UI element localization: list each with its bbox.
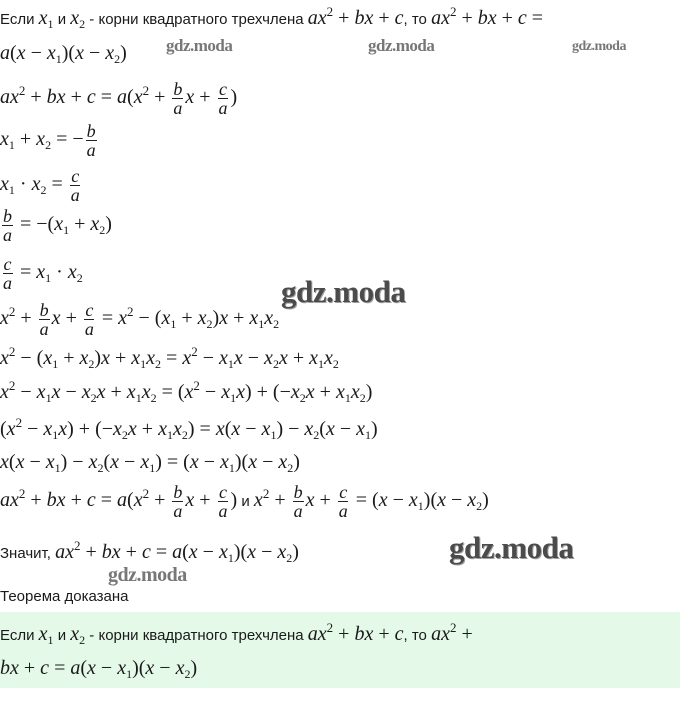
formula-expand: $ax^2$ + bx + $c = a(x^2$ + $\frac{b}{a}$ x + $\frac{c}{a}$ ) [0,79,238,118]
watermark-4: gdz.moda [281,274,406,309]
hl-text-c: - корни квадратного трехчлена [85,627,308,644]
formula-substitute: $x^2$ + $\frac{b}{a}$ x + $\frac{c}{a}$ = $x^2 - (x_1 + x_2)x + x_1x_2$ [0,300,280,339]
hl-text-a: Если [0,627,39,644]
intro-text-b: и [53,11,71,28]
intro-text-c: - корни квадратного трехчлена [85,11,308,28]
formula-trinomial-2: $ax^2$ + bx + c = [431,4,544,29]
formula-trinomial: $ax^2$ + bx + c [307,4,404,29]
conclusion-line [0,538,299,566]
formula-combined: $ax^2$ + bx + $c = a(x^2$ + $\frac{b}{a}$ x + $\frac{c}{a}$ ) и $x^2$ + $\frac{b}{a}$ x + $\frac{c}{a}$ = $(x - x_1)(x - x_2)$ [0,482,489,521]
highlight-line-1 [0,620,473,648]
watermark-6: gdz.moda [108,564,187,586]
conclusion-prefix: Значит, [0,545,56,562]
hl-x1: $x_1$ [38,623,54,647]
intro-text-d: , то [403,11,432,28]
hl-text-b: и [53,627,71,644]
formula-vieta-product: $x_1 \cdot x_2$ = $\frac{c}{a}$ [0,166,80,205]
hl-text-d: , то [403,627,432,644]
watermark-3: gdz.moda [572,39,626,54]
formula-x2: $x_2$ [70,7,86,31]
formula-group: $x^2 - x_1x - x_2x + x_1x_2 = (x^2 - x_1x) + (-x_2x + x_1x_2)$ [0,378,373,405]
formula-common-factor: $x(x - x_1) - x_2(x - x_1) = (x - x_1)(x - x_2)$ [0,451,300,475]
hl-trinomial: $ax^2$ + bx + c [307,620,404,645]
formula-factor-groups: $(x^2 - x_1x) + (-x_2x + x_1x_2) = x(x - x_1) - x_2(x - x_1)$ [0,415,378,442]
watermark-2: gdz.moda [368,36,435,55]
intro-line-1 [0,4,543,32]
and-text: и [237,493,254,511]
hl-trinomial-2: $ax^2$ + [431,620,473,645]
watermark-5: gdz.moda [449,530,574,565]
highlight-line-2: bx + $c = a(x - x_1)(x - x_2)$ [0,657,198,681]
formula-x1: $x_1$ [38,7,54,31]
formula-vieta-sum: $x_1 + x_2$ = − $\frac{b}{a}$ [0,121,96,160]
formula-factored: $a(x - x_1)(x - x_2)$ [0,42,127,66]
intro-text-a: Если [0,11,39,28]
formula-conclusion: $ax^2$ + bx + $c = a(x - x_1)(x - x_2)$ [55,538,299,565]
formula-c-over-a: $\frac{c}{a}$ = $x_1 \cdot x_2$ [3,254,83,293]
hl-x2: $x_2$ [70,623,86,647]
formula-b-over-a: $\frac{b}{a}$ = $-(x_1 + x_2)$ [3,206,112,245]
formula-open-brackets: $x^2 - (x_1 + x_2)x + x_1x_2 = x^2 - x_1x - x_2x + x_1x_2$ [0,344,339,371]
watermark-1: gdz.moda [166,36,233,55]
theorem-proven-text: Теорема доказана [0,588,129,605]
